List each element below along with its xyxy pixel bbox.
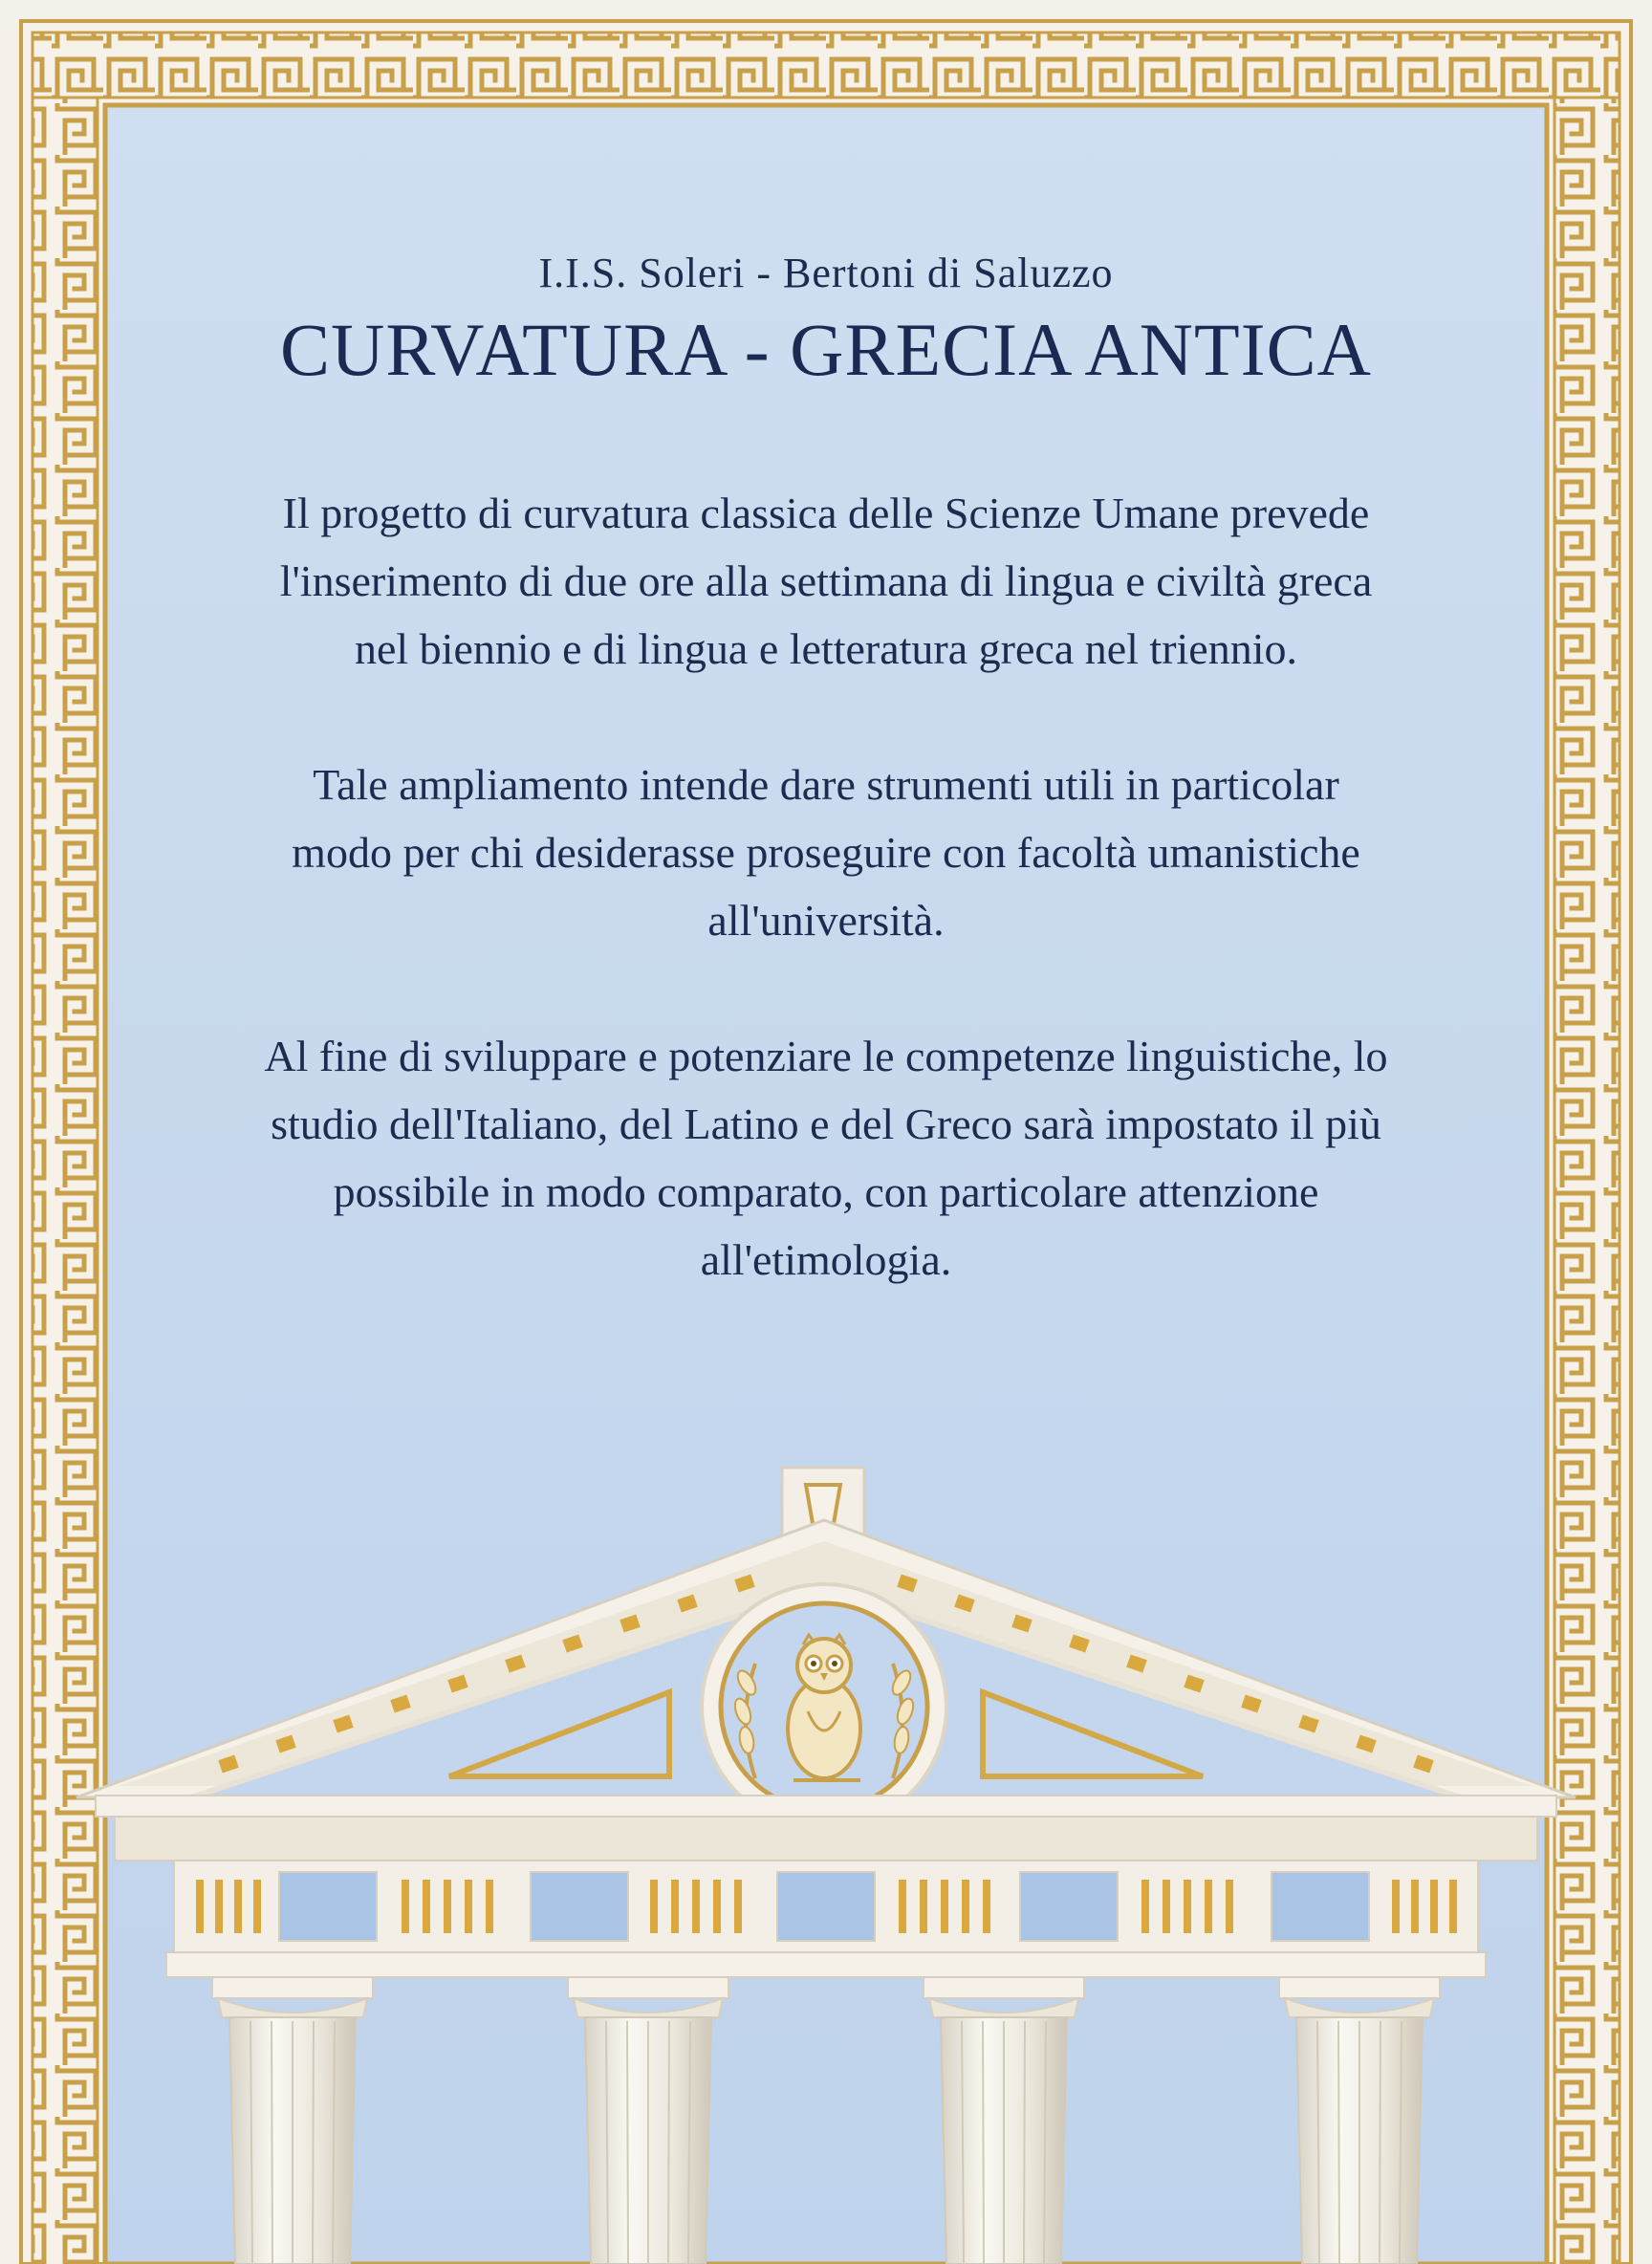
paragraph-university: Tale ampliamento intende dare strumenti utili in particolar modo per chi desiderasse proseguire con facoltà umanistiche all'università. (292, 759, 1360, 945)
column (1279, 1977, 1440, 2264)
school-name: I.I.S. Soleri - Bertoni di Saluzzo (538, 250, 1114, 296)
column (924, 1977, 1084, 2264)
column (212, 1977, 373, 2264)
paragraph-competences: Al fine di sviluppare e potenziare le competenze linguistiche, lo studio dell'Italiano, del Latino e del Greco sarà impostato il più possibile in modo comparato, con particolare attenzione all'etimologia. (264, 1031, 1388, 1284)
paragraph-intro: Il progetto di curvatura classica delle Scienze Umane prevede l'inserimento di due ore alla settimana di lingua e civiltà greca nel biennio e di lingua e letteratura greca nel triennio. (279, 488, 1373, 673)
owl-medallion (702, 1584, 946, 1829)
columns (212, 1977, 1440, 2264)
frieze (174, 1861, 1478, 1952)
column (568, 1977, 728, 2264)
cornice (96, 1796, 1556, 1861)
page-title: CURVATURA - GRECIA ANTICA (280, 307, 1372, 391)
architrave (166, 1952, 1486, 1977)
